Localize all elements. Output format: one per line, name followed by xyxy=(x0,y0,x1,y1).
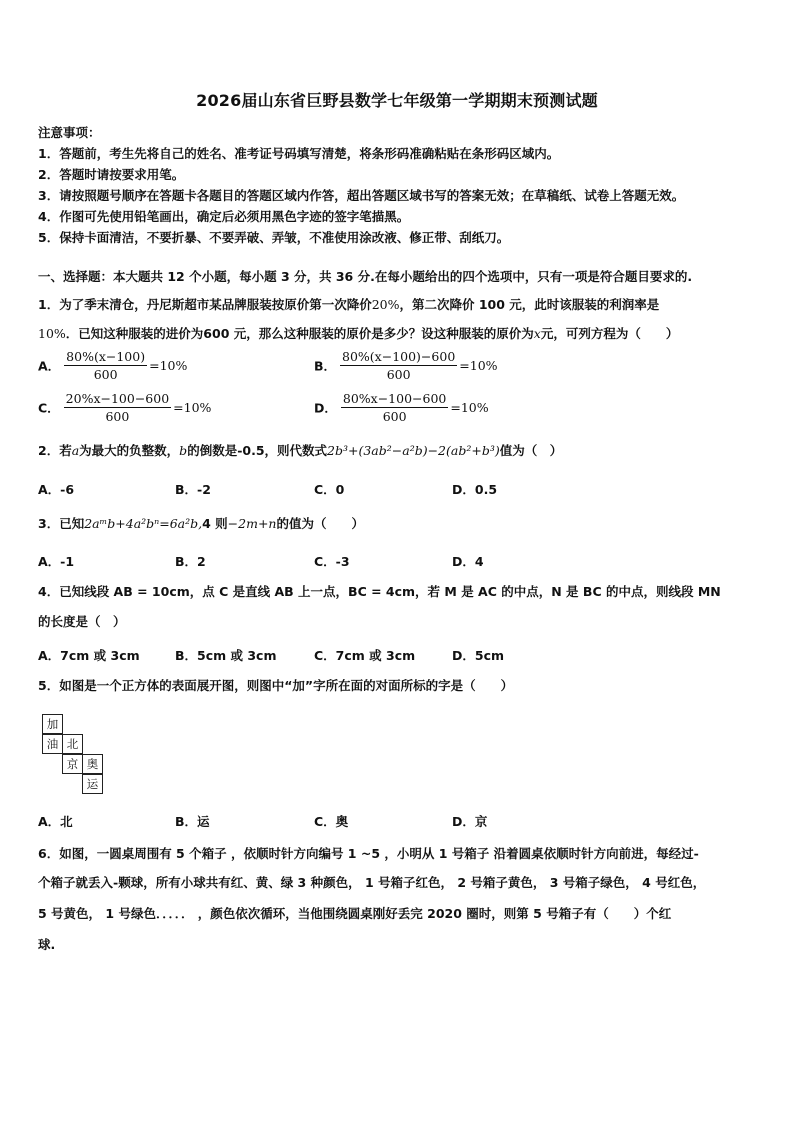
q1-text-2a: ．已知这种服装的进价为600 元，那么这种服装的原价是多少？设这种服装的原价为 xyxy=(65,326,534,341)
q5-option-d[interactable]: D．京 xyxy=(452,814,488,829)
q4-option-b[interactable]: B．5cm 或 3cm xyxy=(175,648,277,663)
q1-option-d[interactable]: D． $\frac{80\%x-100-600}{600}$ =10% xyxy=(314,391,489,424)
q2-stem: 2．若a为最大的负整数，b的倒数是-0.5，则代数式2b³+(3ab²−a²b)−2(ab²+b³)值为（ ） xyxy=(38,443,563,458)
q1-percent-20: 20% xyxy=(371,297,400,312)
q3-expression: 2aᵐb+4a²bⁿ=6a²b, xyxy=(84,516,203,531)
notice-item-3: 3．请按照题号顺序在答题卡各题目的答题区域内作答，超出答题区域书写的答案无效；在草稿纸、试卷上答题无效。 xyxy=(38,188,685,203)
q1-option-a[interactable]: A． $\frac{80\%(x-100)}{600}$ =10% xyxy=(38,349,188,382)
q1-option-a-fraction: $\frac{80\%(x-100)}{600}$ xyxy=(66,349,146,382)
notice-item-1: 1．答题前，考生先将自己的姓名、准考证号码填写清楚，将条形码准确粘贴在条形码区域内。 xyxy=(38,146,560,161)
q1-option-c[interactable]: C． $\frac{20\%x-100-600}{600}$ =10% xyxy=(38,391,212,424)
net-cell-bei: 北 xyxy=(62,734,83,754)
q4-option-d[interactable]: D．5cm xyxy=(452,648,505,663)
q2-variable-a: a xyxy=(71,443,80,458)
q2-expression: 2b³+(3ab²−a²b)−2(ab²+b³) xyxy=(327,443,500,458)
q2-option-b[interactable]: B．-2 xyxy=(175,482,211,497)
q6-stem-line1: 6．如图，一圆桌周围有 5 个箱子 ，依顺时针方向编号 1 ~5 ，小明从 1 号箱子 沿着圆桌依顺时针方向前进，每经过- xyxy=(38,846,699,861)
q2-variable-b: b xyxy=(179,443,188,458)
q2-option-a[interactable]: A．-6 xyxy=(38,482,75,497)
q1-percent-10: 10% xyxy=(38,326,66,341)
notice-item-2: 2．答题时请按要求用笔。 xyxy=(38,167,185,182)
q4-option-c[interactable]: C．7cm 或 3cm xyxy=(314,648,416,663)
notice-item-4: 4．作图可先使用铅笔画出，确定后必须用黑色字迹的签字笔描黑。 xyxy=(38,209,410,224)
net-cell-jia: 加 xyxy=(42,714,63,734)
q1-option-c-fraction: $\frac{20\%x-100-600}{600}$ xyxy=(65,391,170,424)
q6-stem-line4: 球. xyxy=(38,937,56,952)
q1-text-2b: 元，可列方程为（ ） xyxy=(540,326,679,341)
section-heading-choice: 一、选择题：本大题共 12 个小题，每小题 3 分，共 36 分.在每小题给出的四个选项中，只有一项是符合题目要求的. xyxy=(38,269,693,284)
q3-option-b[interactable]: B．2 xyxy=(175,554,206,569)
q1-option-d-fraction: $\frac{80\%x-100-600}{600}$ xyxy=(342,391,447,424)
q6-stem-line2: 个箱子就丢入-颗球，所有小球共有红、黄、绿 3 种颜色， 1 号箱子红色， 2 号箱子黄色， 3 号箱子绿色， 4 号红色， xyxy=(38,875,706,890)
net-cell-yun: 运 xyxy=(82,774,103,794)
notice-item-5: 5．保持卡面清洁，不要折暴、不要弄破、弄皱，不准使用涂改液、修正带、刮纸刀。 xyxy=(38,230,510,245)
q1-variable-x: x xyxy=(533,326,541,341)
q6-stem-line3: 5 号黄色， 1 号绿色．．．．． ，颜色依次循环，当他围绕圆桌刚好丢完 2020 圈时，则第 5 号箱子有（ ）个红 xyxy=(38,906,672,921)
page-title: 2026届山东省巨野县数学七年级第一学期期末预测试题 xyxy=(196,91,598,110)
q4-option-a[interactable]: A．7cm 或 3cm xyxy=(38,648,140,663)
q5-option-c[interactable]: C．奥 xyxy=(314,814,349,829)
notice-heading: 注意事项： xyxy=(38,125,101,140)
q1-text-1b: ，第二次降价 100 元，此时该服装的利润率是 xyxy=(399,297,660,312)
q4-stem-line2: 的长度是（ ） xyxy=(38,614,126,629)
q4-stem-line1: 4．已知线段 AB = 10cm，点 C 是直线 AB 上一点，BC = 4cm，若 M 是 AC 的中点，N 是 BC 的中点，则线段 MN xyxy=(38,584,721,599)
q3-option-a[interactable]: A．-1 xyxy=(38,554,75,569)
q3-option-c[interactable]: C．-3 xyxy=(314,554,350,569)
q1-option-b-fraction: $\frac{80\%(x-100)-600}{600}$ xyxy=(342,349,456,382)
q2-option-c[interactable]: C．0 xyxy=(314,482,345,497)
q5-stem: 5．如图是一个正方体的表面展开图，则图中“加”字所在面的对面所标的字是（ ） xyxy=(38,678,514,693)
q1-text-1a: 1．为了季末清仓，丹尼斯超市某品牌服装按原价第一次降价 xyxy=(38,297,372,312)
q3-expression-2: −2m+n xyxy=(227,516,277,531)
q5-option-b[interactable]: B．运 xyxy=(175,814,210,829)
q3-option-d[interactable]: D．4 xyxy=(452,554,484,569)
q3-stem: 3．已知2aᵐb+4a²bⁿ=6a²b,4 则−2m+n的值为（ ） xyxy=(38,516,364,531)
q5-option-a[interactable]: A．北 xyxy=(38,814,73,829)
q1-line2 xyxy=(38,325,678,343)
q1-option-b[interactable]: B． $\frac{80\%(x-100)-600}{600}$ =10% xyxy=(314,349,498,382)
net-cell-jing: 京 xyxy=(62,754,83,774)
q1-line1 xyxy=(38,296,659,314)
net-cell-ao: 奥 xyxy=(82,754,103,774)
net-cell-you: 油 xyxy=(42,734,63,754)
q2-option-d[interactable]: D．0.5 xyxy=(452,482,498,497)
